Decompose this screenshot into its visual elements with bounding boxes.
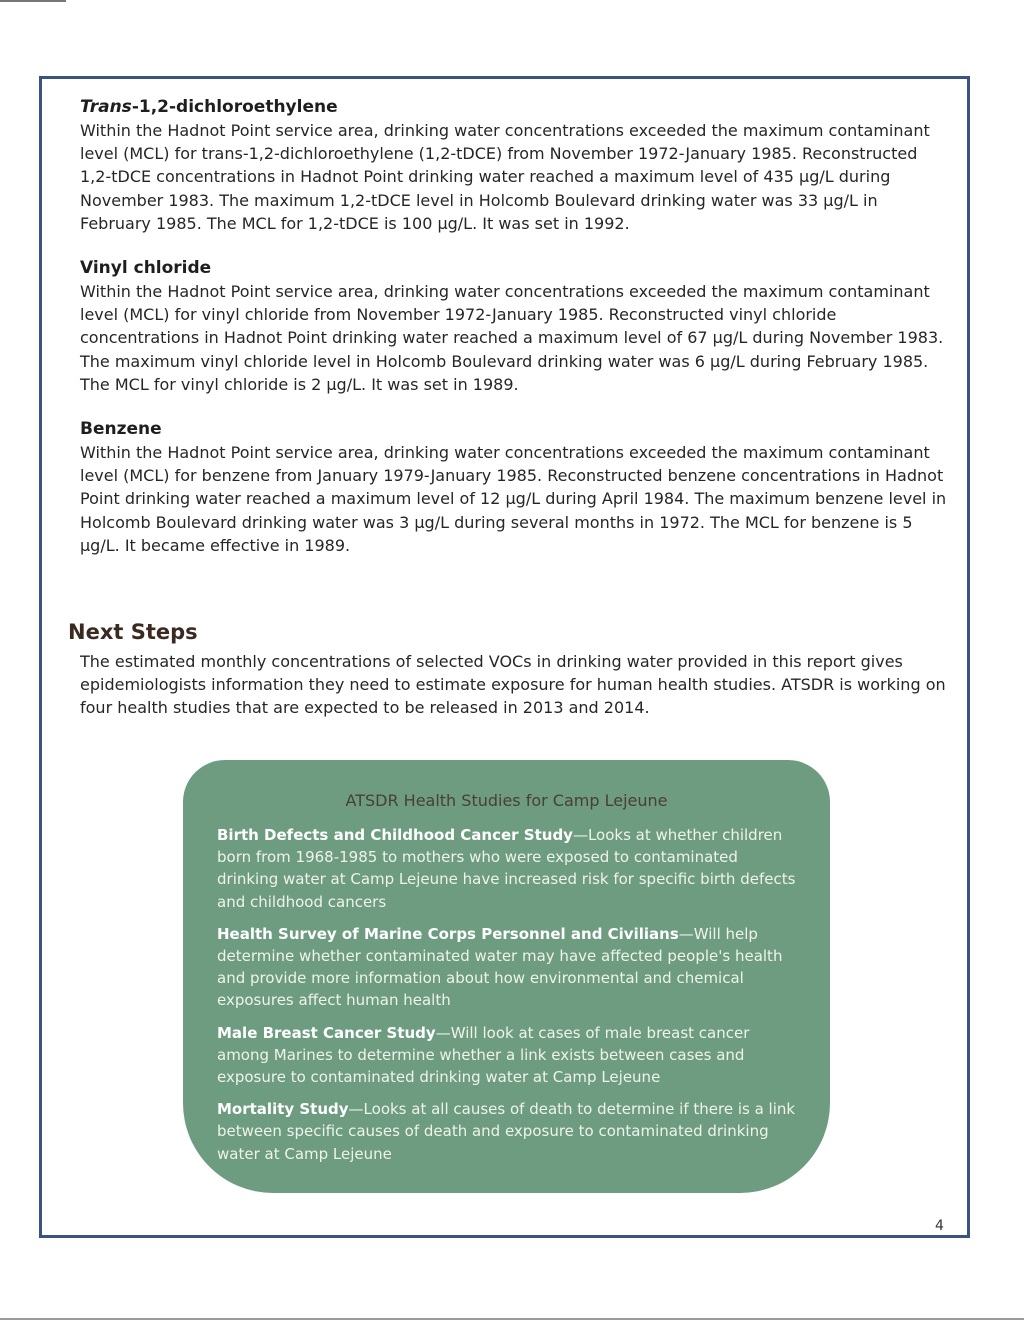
study-birth-defects bbox=[217, 824, 796, 913]
next-steps-section bbox=[68, 618, 948, 720]
callout-title: ATSDR Health Studies for Camp Lejeune bbox=[345, 791, 668, 810]
section-title-rest: -1,2-dichloroethylene bbox=[131, 97, 338, 117]
next-steps-heading: Next Steps bbox=[68, 620, 198, 644]
section-body-benzene: Within the Hadnot Point service area, drinking water concentrations exceeded the maximum contaminant level (MCL) for benzene from January 1979-January 1985. Reconstructed benzene concentrations in Hadnot Point drinking water reached a maximum level of 12 µg/L during April 1984. The maximum benzene level in Holcomb Boulevard drinking water was 3 µg/L during several months in 1972. The MCL for benzene is 5 µg/L. It became effective in 1989. bbox=[80, 443, 947, 555]
section-body-vinyl-chloride: Within the Hadnot Point service area, drinking water concentrations exceeded the maximum contaminant level (MCL) for vinyl chloride from November 1972-January 1985. Reconstructed vinyl chloride concentrations in Hadnot Point drinking water reached a maximum level of 67 µg/L during November 1983. The maximum vinyl chloride level in Holcomb Boulevard drinking water was 6 µg/L during February 1985. The MCL for vinyl chloride is 2 µg/L. It was set in 1989. bbox=[80, 282, 944, 394]
study-health-survey bbox=[217, 923, 796, 1012]
study-mortality bbox=[217, 1098, 796, 1165]
section-title-vinyl-chloride: Vinyl chloride bbox=[80, 258, 212, 279]
study-name: Health Survey of Marine Corps Personnel and Civilians bbox=[217, 924, 679, 943]
page-number: 4 bbox=[935, 1218, 944, 1234]
scan-edge-line bbox=[0, 0, 66, 2]
section-vinyl-chloride bbox=[80, 257, 950, 396]
study-male-breast-cancer bbox=[217, 1022, 796, 1089]
section-title-tdce bbox=[80, 96, 950, 119]
health-studies-callout bbox=[183, 760, 830, 1193]
section-tdce bbox=[80, 96, 950, 235]
study-description: —Will help determine whether contaminated water may have affected people's health and provide more information about how environmental and chemical exposures affect human health bbox=[217, 924, 783, 1010]
section-title-benzene: Benzene bbox=[80, 419, 162, 440]
study-name: Male Breast Cancer Study bbox=[217, 1023, 436, 1042]
scan-bottom-edge bbox=[0, 1318, 1024, 1320]
section-body-tdce: Within the Hadnot Point service area, drinking water concentrations exceeded the maximum contaminant level (MCL) for trans-1,2-dichloroethylene (1,2-tDCE) from November 1972-January 1985. Reconstructed 1,2-tDCE concentrations in Hadnot Point drinking water reached a maximum level of 435 µg/L during November 1983. The maximum 1,2-tDCE level in Holcomb Boulevard drinking water was 33 µg/L in February 1985. The MCL for 1,2-tDCE is 100 µg/L. It was set in 1992. bbox=[80, 121, 930, 233]
study-description: —Looks at all causes of death to determine if there is a link between specific causes of death and exposure to contaminated drinking water at Camp Lejeune bbox=[217, 1100, 796, 1163]
contaminant-sections bbox=[80, 96, 950, 579]
study-description: —Will look at cases of male breast cancer among Marines to determine whether a link exists between cases and exposure to contaminated drinking water at Camp Lejeune bbox=[217, 1023, 750, 1087]
section-title-italic: Trans bbox=[80, 97, 132, 117]
study-name: Birth Defects and Childhood Cancer Study bbox=[217, 826, 573, 844]
section-benzene bbox=[80, 418, 950, 557]
next-steps-body: The estimated monthly concentrations of selected VOCs in drinking water provided in this report gives epidemiologists information they need to estimate exposure for human health studies. ATSDR is working on four health studies that are expected to be released in 2013 and 2014. bbox=[80, 652, 946, 718]
study-name: Mortality Study bbox=[217, 1100, 349, 1119]
study-description: —Looks at whether children born from 1968-1985 to mothers who were exposed to contaminated drinking water at Camp Lejeune have increased risk for specific birth defects and childhood cancers bbox=[217, 826, 796, 911]
